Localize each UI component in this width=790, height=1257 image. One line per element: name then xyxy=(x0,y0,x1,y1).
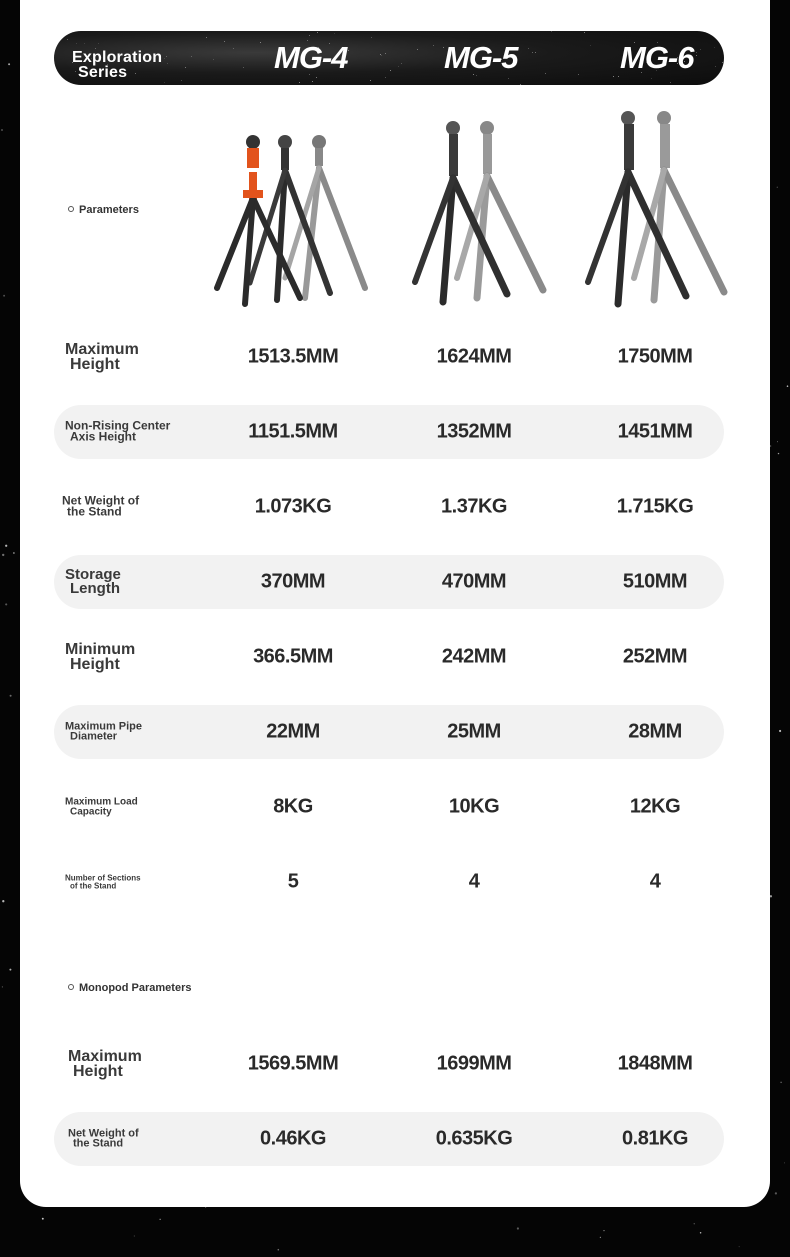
header-speck xyxy=(578,74,579,75)
star-dot xyxy=(770,895,772,897)
header-speck xyxy=(299,82,300,83)
spec-value-mg4: 22MM xyxy=(266,720,320,743)
spec-row-minimum-height xyxy=(54,630,724,684)
star-dot xyxy=(1,129,2,130)
star-dot xyxy=(2,554,4,556)
header-speck xyxy=(243,67,244,68)
parameters-section-label: Parameters xyxy=(68,204,139,216)
header-speck xyxy=(712,82,713,83)
spec-row-label: Storage Length xyxy=(65,565,121,597)
header-speck xyxy=(370,80,371,81)
spec-value-mg4: 370MM xyxy=(260,570,326,593)
spec-value-mg5: 25MM xyxy=(447,720,501,743)
star-dot xyxy=(777,441,778,442)
monopod-section-label: Monopod Parameters xyxy=(68,982,191,994)
model-name-mg5: MG-5 xyxy=(444,40,518,75)
header-speck xyxy=(520,84,521,85)
spec-value-mg4: 8KG xyxy=(273,795,313,818)
header-speck xyxy=(224,41,225,42)
spec-value-mg4: 1151.5MM xyxy=(248,420,338,443)
spec-value-mg5: 0.635KG xyxy=(435,1127,513,1150)
header-speck xyxy=(584,32,585,33)
monopod-row-maximum-height xyxy=(54,1037,724,1091)
spec-value-mg6: 1.715KG xyxy=(616,495,694,518)
star-dot xyxy=(517,1227,519,1229)
header-speck xyxy=(696,52,697,53)
header-speck xyxy=(551,31,552,32)
header-speck xyxy=(545,73,546,74)
star-dot xyxy=(5,603,7,605)
spec-value-mg6: 0.81KG xyxy=(622,1127,688,1150)
star-dot xyxy=(600,1237,601,1238)
header-speck xyxy=(590,45,591,46)
spec-value-mg6: 28MM xyxy=(628,720,682,743)
tripod-image-mg5 xyxy=(405,118,555,313)
series-title: Exploration Series xyxy=(72,49,163,81)
header-speck xyxy=(371,37,372,38)
header-speck xyxy=(715,66,716,67)
bullet-circle-icon xyxy=(68,984,74,990)
header-speck xyxy=(84,43,85,44)
spec-row-maximum-load-capacity xyxy=(54,780,724,834)
header-speck xyxy=(714,47,715,48)
spec-row-label: Number of Sections of the Stand xyxy=(65,873,141,890)
star-dot xyxy=(700,1232,702,1234)
header-speck xyxy=(651,78,652,79)
header-speck xyxy=(67,39,68,40)
spec-value-mg5: 1352MM xyxy=(436,420,512,443)
header-speck xyxy=(191,56,192,57)
header-speck xyxy=(334,33,335,34)
star-dot xyxy=(778,453,779,454)
star-dot xyxy=(278,1249,280,1251)
header-speck xyxy=(670,82,671,83)
star-dot xyxy=(775,1192,777,1194)
spec-value-mg5: 1699MM xyxy=(436,1052,512,1075)
header-speck xyxy=(312,81,313,82)
header-speck xyxy=(381,55,382,56)
spec-row-label: Minimum Height xyxy=(65,640,136,673)
spec-row-storage-length xyxy=(54,555,724,609)
header-speck xyxy=(76,43,77,44)
header-speck xyxy=(417,49,418,50)
header-speck xyxy=(185,67,186,68)
monopod-row-net-weight xyxy=(54,1112,724,1166)
star-dot xyxy=(10,695,12,697)
header-speck xyxy=(167,63,168,64)
tripod-image-mg6 xyxy=(578,108,733,313)
header-speck xyxy=(722,62,723,63)
model-name-mg4: MG-4 xyxy=(274,40,348,75)
spec-row-label: Maximum Pipe Diameter xyxy=(65,720,143,743)
spec-value-mg6: 252MM xyxy=(622,645,688,668)
header-speck xyxy=(390,70,391,71)
header-speck xyxy=(316,77,317,78)
spec-value-mg5: 1624MM xyxy=(436,345,512,368)
header-speck xyxy=(700,49,701,50)
header-speck xyxy=(166,56,167,57)
header-speck xyxy=(233,48,234,49)
spec-value-mg6: 1848MM xyxy=(617,1052,693,1075)
spec-row-label: Net Weight of the Stand xyxy=(68,1127,139,1150)
spec-row-label: Maximum Load Capacity xyxy=(65,796,138,817)
spec-value-mg6: 1750MM xyxy=(617,345,693,368)
spec-value-mg5: 470MM xyxy=(441,570,507,593)
header-speck xyxy=(508,78,509,79)
header-speck xyxy=(385,53,386,54)
star-dot xyxy=(42,1218,44,1220)
header-speck xyxy=(696,55,697,56)
spec-value-mg6: 1451MM xyxy=(617,420,693,443)
header-speck xyxy=(317,32,318,33)
star-dot xyxy=(160,1219,161,1220)
spec-row-maximum-pipe-diameter xyxy=(54,705,724,759)
header-speck xyxy=(535,52,536,53)
star-dot xyxy=(8,63,10,65)
spec-value-mg5: 10KG xyxy=(448,795,500,818)
spec-value-mg6: 12KG xyxy=(629,795,681,818)
spec-value-mg4: 0.46KG xyxy=(260,1127,326,1150)
spec-row-label: Net Weight of the Stand xyxy=(62,493,140,519)
spec-value-mg6: 510MM xyxy=(622,570,688,593)
spec-row-net-weight xyxy=(54,480,724,534)
header-speck xyxy=(206,37,207,38)
star-dot xyxy=(779,730,781,732)
spec-value-mg4: 5 xyxy=(287,870,299,893)
header-speck xyxy=(618,76,619,77)
star-dot xyxy=(784,1163,785,1164)
spec-value-mg4: 366.5MM xyxy=(253,645,333,668)
header-speck xyxy=(532,52,533,53)
spec-value-mg6: 4 xyxy=(649,870,661,893)
spec-row-label: Maximum Height xyxy=(65,340,139,373)
header-speck xyxy=(401,63,402,64)
star-dot xyxy=(134,1235,135,1236)
spec-value-mg5: 242MM xyxy=(441,645,507,668)
star-dot xyxy=(777,187,778,188)
spec-value-mg4: 1513.5MM xyxy=(247,345,339,368)
star-dot xyxy=(780,1082,781,1083)
star-dot xyxy=(787,385,789,387)
spec-value-mg5: 4 xyxy=(468,870,480,893)
header-speck xyxy=(181,80,182,81)
header-speck xyxy=(613,76,614,77)
series-header xyxy=(54,31,724,85)
star-dot xyxy=(9,969,11,971)
spec-row-non-rising-center-axis-height xyxy=(54,405,724,459)
star-dot xyxy=(5,545,7,547)
spec-row-label: Maximum Height xyxy=(68,1047,142,1080)
star-dot xyxy=(694,1223,695,1224)
spec-value-mg4: 1.073KG xyxy=(254,495,332,518)
spec-row-number-of-sections xyxy=(54,855,724,909)
header-speck xyxy=(433,45,434,46)
star-dot xyxy=(2,986,3,987)
header-speck xyxy=(98,43,99,44)
star-dot xyxy=(603,1230,604,1231)
header-speck xyxy=(385,77,386,78)
star-dot xyxy=(739,1246,740,1247)
spec-value-mg4: 1569.5MM xyxy=(247,1052,339,1075)
header-speck xyxy=(213,59,214,60)
model-name-mg6: MG-6 xyxy=(620,40,694,75)
header-speck xyxy=(348,50,349,51)
star-dot xyxy=(3,295,5,297)
star-dot xyxy=(2,900,4,902)
star-dot xyxy=(13,552,15,554)
header-speck xyxy=(260,42,261,43)
bullet-circle-icon xyxy=(68,206,74,212)
spec-row-label: Non-Rising Center Axis Height xyxy=(65,418,171,444)
header-speck xyxy=(528,48,529,49)
header-speck xyxy=(164,58,165,59)
tripod-image-mg4 xyxy=(205,128,380,313)
header-speck xyxy=(164,82,165,83)
header-speck xyxy=(398,66,399,67)
spec-value-mg5: 1.37KG xyxy=(441,495,507,518)
spec-row-maximum-height xyxy=(54,330,724,384)
header-speck xyxy=(309,35,310,36)
